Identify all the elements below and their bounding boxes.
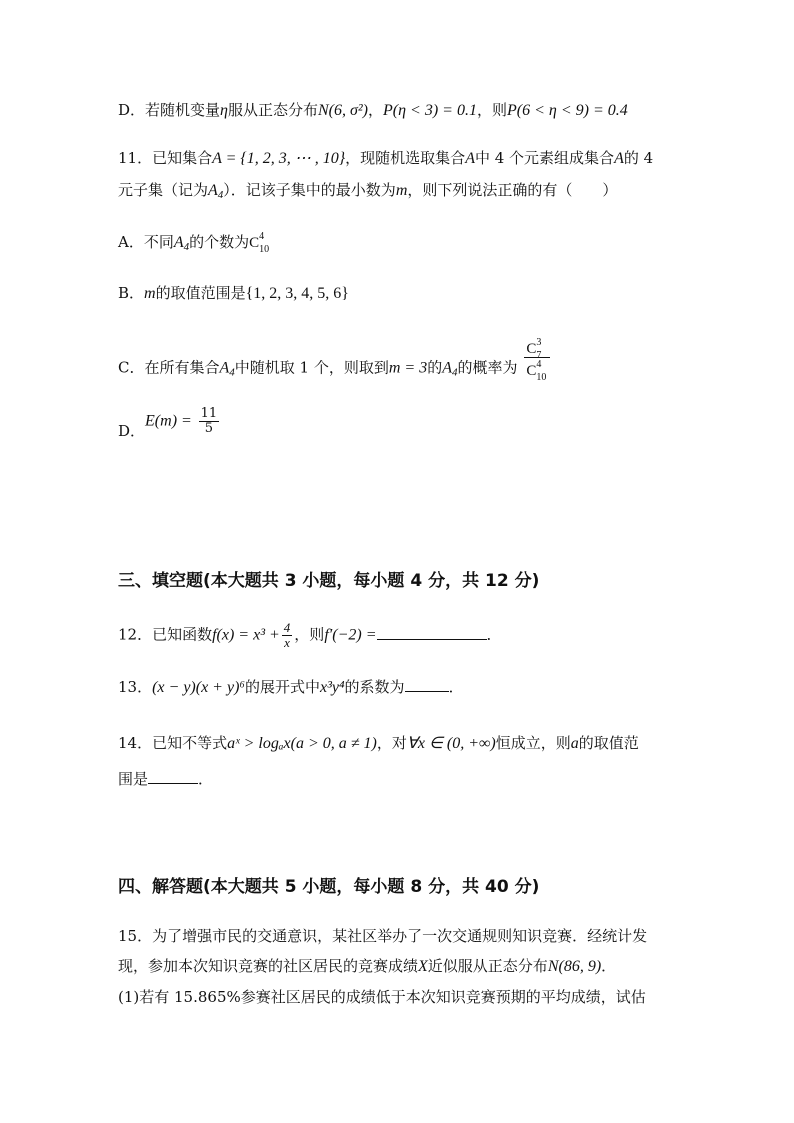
q11-option-a: A．不同$A_4$的个数为C 4 10 xyxy=(118,231,271,258)
section-3-heading: 三、填空题(本大题共 3 小题，每小题 4 分，共 12 分) xyxy=(118,571,540,591)
q11-option-c: C．在所有集合$A_4$中随机取 1 个，则取到m = 3的$A_4$的概率为 C 3 7 C 4 10 xyxy=(118,350,552,387)
normal-distribution-expr: N(6, σ²) xyxy=(317,102,368,119)
q14-line-1: 14．已知不等式aˣ > logₐx(a > 0, a ≠ 1)，对∀x ∈ (0, +∞)恒成立，则a的取值范 xyxy=(118,734,639,752)
set-a-expr: A = {1, 2, 3, ⋯ , 10} xyxy=(212,150,346,167)
combination-c-10-4: C 4 10 xyxy=(249,231,270,255)
q11-option-b: B．m的取值范围是{1, 2, 3, 4, 5, 6} xyxy=(118,284,349,302)
q15-line-2: 现，参加本次知识竞赛的社区居民的竞赛成绩X近似服从正态分布N(86, 9)． xyxy=(118,957,617,975)
expectation-fraction: $\frac{11}{5}$ xyxy=(200,406,218,436)
probability-expr-2: P(6 < η < 9) = 0.4 xyxy=(507,102,628,119)
probability-expr-1: P(η < 3) = 0.1 xyxy=(383,102,477,119)
section-4-heading: 四、解答题(本大题共 5 小题，每小题 8 分，共 40 分) xyxy=(118,877,540,897)
q11-stem-line-2: 元子集（记为$A_4$）．记该子集中的最小数为m，则下列说法正确的有（ ） xyxy=(118,181,618,201)
answer-blank-14 xyxy=(148,769,198,784)
answer-blank-13 xyxy=(405,677,449,692)
answer-blank-12 xyxy=(377,625,487,640)
q15-line-3: (1)若有 15.865%参赛社区居民的成绩低于本次知识竞赛预期的平均成绩，试估 xyxy=(118,988,646,1006)
q10-option-d: D．若随机变量η服从正态分布N(6, σ²)，P(η < 3) = 0.1，则P(6 < η < 9) = 0.4 xyxy=(118,101,628,119)
q13: 13．(x − y)(x + y)⁶的展开式中x³y⁴的系数为 ． xyxy=(118,678,464,696)
q15-line-1: 15．为了增强市民的交通意识，某社区举办了一次交通规则知识竞赛．经统计发 xyxy=(118,927,648,945)
q11-option-d: D．E(m) = $\frac{11}{5}$ xyxy=(118,406,218,440)
function-fraction: $\frac{4}{x}$ xyxy=(283,620,291,650)
q12: 12．已知函数f(x) = x³ + $\frac{4}{x}$ ，则f′(−2) = ． xyxy=(118,620,502,650)
q14-line-2: 围是 ． xyxy=(118,770,214,788)
probability-fraction: C 3 7 C 4 10 xyxy=(524,342,550,379)
q11-stem-line-1: 11．已知集合A = {1, 2, 3, ⋯ , 10}，现随机选取集合A中 4 个元素组成集合A的 4 xyxy=(118,149,654,167)
range-set-expr: {1, 2, 3, 4, 5, 6} xyxy=(245,285,349,302)
